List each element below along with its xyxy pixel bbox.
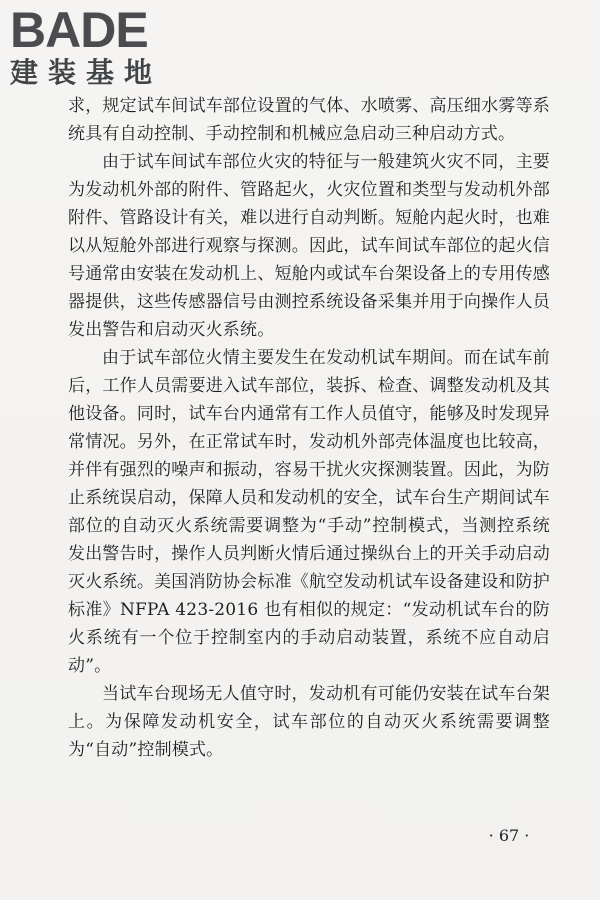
paragraph-4: 当试车台现场无人值守时，发动机有可能仍安装在试车台架上。为保障发动机安全，试车部位的自动灭火系统需要调整为“自动”控制模式。 bbox=[68, 684, 550, 760]
body-text bbox=[68, 92, 550, 764]
bade-logo bbox=[10, 2, 180, 90]
page-number: · 67 · bbox=[488, 826, 530, 845]
paragraph-2: 由于试车间试车部位火灾的特征与一般建筑火灾不同，主要为发动机外部的附件、管路起火，火灾位置和类型与发动机外部附件、管路设计有关，难以进行自动判断。短舱内起火时，也难以从短舱外部进行观察与探测。因此，试车间试车部位的起火信号通常由安装在发动机上、短舱内或试车台架设备上的专用传感器提供，这些传感器信号由测控系统设备采集并用于向操作人员发出警告和启动灭火系统。 bbox=[68, 152, 550, 340]
paragraph-3: 由于试车部位火情主要发生在发动机试车期间。而在试车前后，工作人员需要进入试车部位，装拆、检查、调整发动机及其他设备。同时，试车台内通常有工作人员值守，能够及时发现异常情况。另外，在正常试车时，发动机外部壳体温度也比较高，并伴有强烈的噪声和振动，容易干扰火灾探测装置。因此，为防止系统误启动，保障人员和发动机的安全，试车台生产期间试车部位的自动灭火系统需要调整为“手动”控制模式，当测控系统发出警告时，操作人员判断火情后通过操纵台上的开关手动启动灭火系统。美国消防协会标准《航空发动机试车设备建设和防护标准》NFPA 423-2016 也有相似的规定：“发动机试车台的防火系统有一个位于控制室内的手动启动装置，系统不应自动启动”。 bbox=[68, 348, 550, 676]
logo-main-text: BADE bbox=[10, 2, 148, 58]
logo-sub-text: 建装基地 bbox=[10, 56, 163, 89]
paragraph-1: 求，规定试车间试车部位设置的气体、水喷雾、高压细水雾等系统具有自动控制、手动控制和机械应急启动三种启动方式。 bbox=[68, 96, 550, 144]
